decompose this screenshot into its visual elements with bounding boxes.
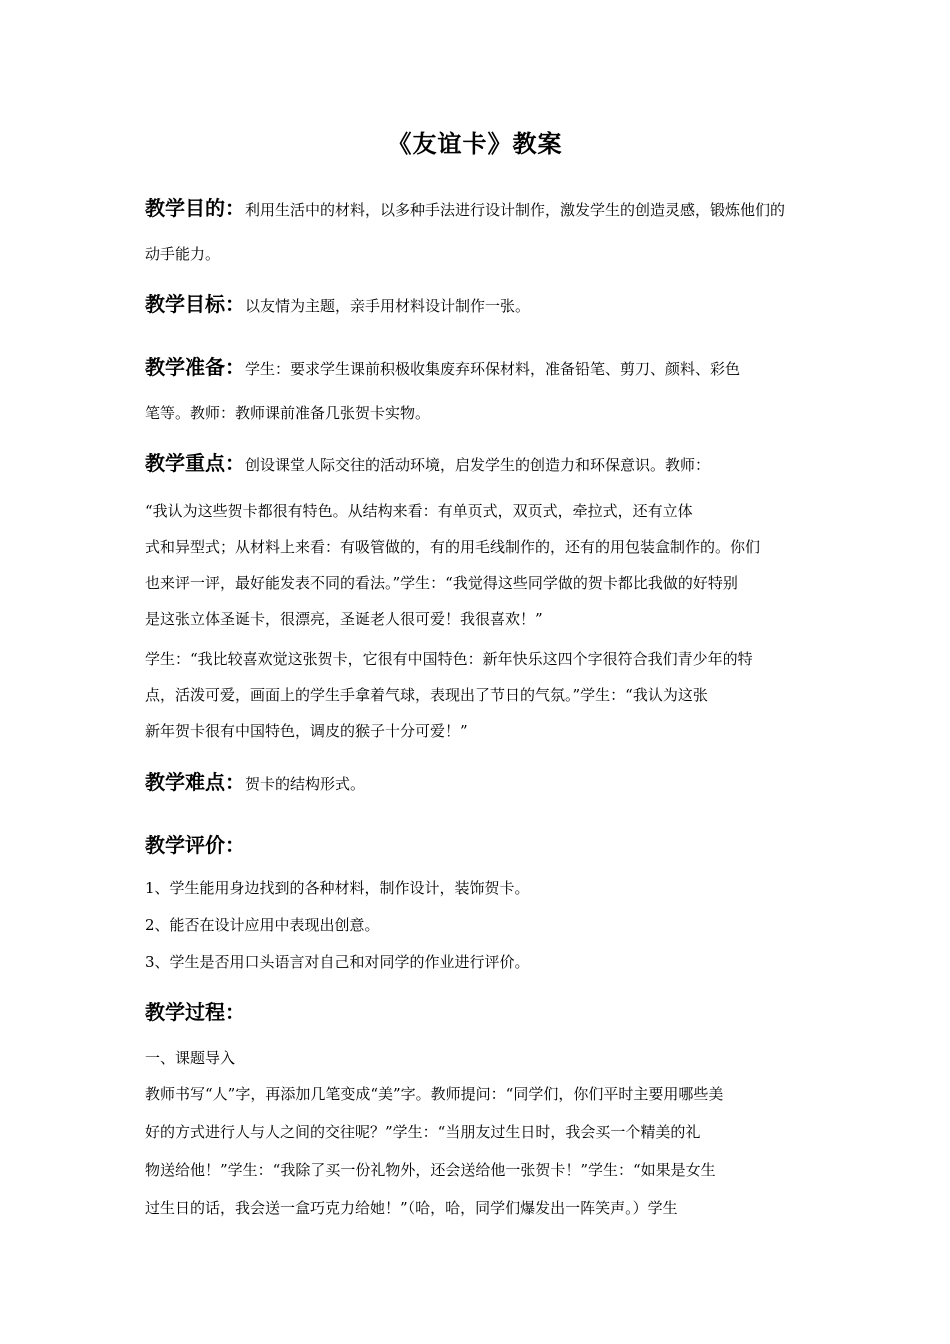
focus-paragraph-1 bbox=[145, 493, 807, 637]
process-line-3: 物送给他！”学生：“我除了买一份礼物外，还会送给他一张贺卡！”学生：“如果是女生 bbox=[145, 1161, 716, 1179]
difficulty-text: 贺卡的结构形式。 bbox=[245, 775, 366, 793]
section-purpose bbox=[145, 186, 807, 276]
process-paragraph bbox=[145, 1075, 807, 1227]
section-objective bbox=[145, 282, 807, 328]
difficulty-label: 教学难点： bbox=[145, 770, 245, 794]
focus-text: 创设课堂人际交往的活动环境，启发学生的创造力和环保意识。教师： bbox=[245, 456, 711, 474]
focus-p1-line-2: 式和异型式；从材料上来看：有吸管做的，有的用毛线制作的，还有的用包装盒制作的。你们 bbox=[145, 538, 761, 556]
focus-p2-line-3: 新年贺卡很有中国特色，调皮的猴子十分可爱！” bbox=[145, 722, 468, 740]
focus-p2-line-2: 点，活泼可爱，画面上的学生手拿着气球，表现出了节日的气氛。”学生：“我认为这张 bbox=[145, 686, 708, 704]
evaluation-item-2: 2、能否在设计应用中表现出创意。 bbox=[145, 916, 380, 934]
focus-p2-line-1: 学生：“我比较喜欢觉这张贺卡，它很有中国特色：新年快乐这四个字很符合我们青少年的特 bbox=[145, 650, 753, 668]
objective-label: 教学目标： bbox=[145, 292, 245, 316]
evaluation-item-3: 3、学生是否用口头语言对自己和对同学的作业进行评价。 bbox=[145, 953, 530, 971]
purpose-label: 教学目的： bbox=[145, 196, 245, 220]
evaluation-label: 教学评价： bbox=[145, 833, 245, 857]
objective-line bbox=[145, 282, 807, 328]
preparation-line-2: 笔等。教师：教师课前准备几张贺卡实物。 bbox=[145, 404, 431, 422]
page-title: 《友谊卡》教案 bbox=[387, 129, 563, 158]
focus-p1-line-1: “我认为这些贺卡都很有特色。从结构来看：有单页式，双页式，牵拉式，还有立体 bbox=[145, 502, 693, 520]
objective-text: 以友情为主题，亲手用材料设计制作一张。 bbox=[245, 297, 531, 315]
evaluation-item-1: 1、学生能用身边找到的各种材料，制作设计，装饰贺卡。 bbox=[145, 879, 530, 897]
focus-p1-line-4: 是这张立体圣诞卡，很漂亮，圣诞老人很可爱！我很喜欢！” bbox=[145, 610, 543, 628]
preparation-text-part1: 学生：要求学生课前积极收集废弃环保材料，准备铅笔、剪刀、颜料、彩色 bbox=[245, 360, 741, 378]
process-step-1-title: 一、课题导入 bbox=[145, 1049, 236, 1067]
section-difficulty bbox=[145, 760, 807, 806]
evaluation-list bbox=[145, 870, 807, 981]
difficulty-line bbox=[145, 760, 807, 806]
section-focus bbox=[145, 441, 807, 487]
section-evaluation bbox=[145, 823, 807, 867]
preparation-label: 教学准备： bbox=[145, 355, 245, 379]
purpose-line-1 bbox=[145, 186, 807, 232]
section-preparation bbox=[145, 345, 807, 435]
preparation-line-1 bbox=[145, 345, 807, 391]
focus-line-1 bbox=[145, 441, 807, 487]
purpose-text-part1: 利用生活中的材料，以多种手法进行设计制作，激发学生的创造灵感，锻炼他们的 bbox=[245, 201, 786, 219]
process-line-4: 过生日的话，我会送一盒巧克力给她！”（哈，哈，同学们爆发出一阵笑声。）学生 bbox=[145, 1199, 678, 1217]
section-process bbox=[145, 990, 807, 1034]
purpose-line-2: 动手能力。 bbox=[145, 245, 221, 263]
focus-p1-line-3: 也来评一评，最好能发表不同的看法。”学生：“我觉得这些同学做的贺卡都比我做的好特别 bbox=[145, 574, 738, 592]
focus-label: 教学重点： bbox=[145, 451, 245, 475]
process-step-1 bbox=[145, 1040, 807, 1076]
process-label: 教学过程： bbox=[145, 1000, 245, 1024]
process-line-2: 好的方式进行人与人之间的交往呢？”学生：“当朋友过生日时，我会买一个精美的礼 bbox=[145, 1123, 701, 1141]
focus-paragraph-2 bbox=[145, 641, 807, 749]
process-line-1: 教师书写“人”字，再添加几笔变成“美”字。教师提问：“同学们，你们平时主要用哪些美 bbox=[145, 1085, 724, 1103]
